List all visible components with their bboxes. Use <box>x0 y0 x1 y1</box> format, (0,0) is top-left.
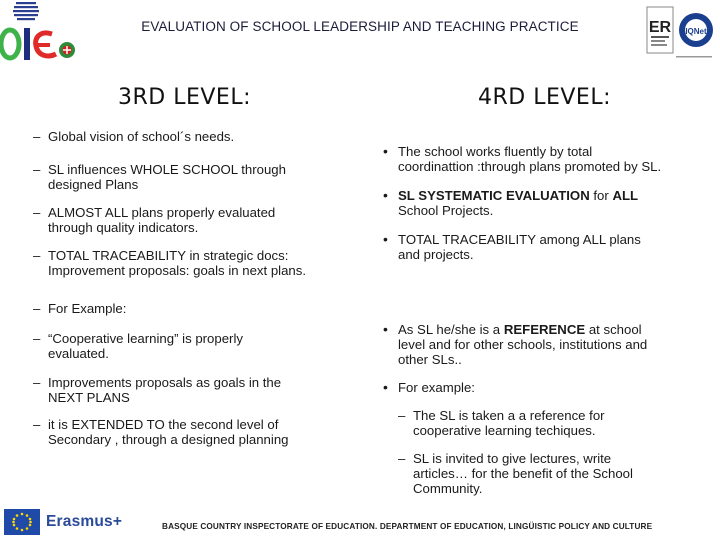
left-item-6-line-1: “Cooperative learning” is properly <box>48 331 243 346</box>
dash-marker: – <box>398 408 406 423</box>
left-item-4 <box>33 248 373 278</box>
left-item-2 <box>33 162 363 192</box>
left-item-4-line-2: Improvement proposals: goals in next plans. <box>48 263 307 278</box>
right-item-4-post: at school <box>585 322 642 337</box>
right-sub-item-2-line-3: Community. <box>413 481 483 496</box>
left-item-3-line-2: through quality indicators. <box>48 220 199 235</box>
right-item-5-line-1: For example: <box>398 380 475 395</box>
right-item-2 <box>383 188 713 218</box>
right-sub-item-1-line-1: The SL is taken a a reference for <box>413 408 605 423</box>
right-item-5 <box>383 380 713 395</box>
left-item-6 <box>33 331 363 361</box>
right-item-2-line-1 <box>383 188 713 203</box>
right-item-4 <box>383 322 713 367</box>
left-item-6-line-2: evaluated. <box>48 346 109 361</box>
right-item-1-line-1: The school works fluently by total <box>398 144 593 159</box>
erasmus-logo <box>4 508 134 536</box>
left-item-7-line-2: NEXT PLANS <box>48 390 130 405</box>
left-item-2-line-1: SL influences WHOLE SCHOOL through <box>48 162 286 177</box>
left-item-7-line-1: Improvements proposals as goals in the <box>48 375 282 390</box>
certification-logos <box>646 6 714 62</box>
left-item-2-line-2: designed Plans <box>48 177 139 192</box>
right-sub-item-2 <box>398 451 698 496</box>
left-item-4-line-1: TOTAL TRACEABILITY in strategic docs: <box>48 248 289 263</box>
left-item-8-line-2: Secondary , through a designed planning <box>48 432 289 447</box>
right-item-4-line-2: level and for other schools, institutions and <box>398 337 648 352</box>
left-item-5-line-1: For Example: <box>48 301 127 316</box>
right-sub-item-2-line-1: SL is invited to give lectures, write <box>413 451 612 466</box>
right-item-3 <box>383 232 713 262</box>
cert-iqnet-text: IQNet <box>685 27 707 36</box>
left-item-8-line-1: it is EXTENDED TO the second level of <box>48 417 279 432</box>
right-item-3-line-1: TOTAL TRACEABILITY among ALL plans <box>398 232 641 247</box>
cert-er-text: ER <box>648 19 672 36</box>
right-item-2-bold-1: SL SYSTEMATIC EVALUATION <box>398 188 590 203</box>
dash-marker: – <box>33 162 41 177</box>
left-heading: 3RD LEVEL: <box>118 85 251 110</box>
bullet-marker: • <box>383 379 388 395</box>
right-item-4-line-3: other SLs.. <box>398 352 462 367</box>
right-item-4-bold: REFERENCE <box>503 322 586 337</box>
eu-flag-icon <box>4 509 40 535</box>
left-item-3-line-1: ALMOST ALL plans properly evaluated <box>48 205 276 220</box>
right-item-2-bold-2: ALL <box>612 188 639 203</box>
right-item-1-line-2: coordinattion :through plans promoted by SL. <box>398 159 662 174</box>
bullet-marker: • <box>383 143 388 159</box>
dash-marker: – <box>33 129 41 144</box>
right-heading: 4RD LEVEL: <box>478 85 611 110</box>
right-sub-item-1 <box>398 408 698 438</box>
dash-marker: – <box>398 451 406 466</box>
left-item-7 <box>33 375 363 405</box>
right-item-2-mid: for <box>589 188 613 203</box>
dash-marker: – <box>33 417 41 432</box>
right-sub-item-2-line-2: articles… for the benefit of the School <box>413 466 633 481</box>
certification-graphic <box>646 6 714 62</box>
left-item-1 <box>33 129 363 144</box>
right-item-1 <box>383 144 713 174</box>
right-item-4-pre: As SL he/she is a <box>398 322 504 337</box>
dash-marker: – <box>33 205 41 220</box>
bullet-marker: • <box>383 187 388 203</box>
bullet-marker: • <box>383 231 388 247</box>
left-item-8 <box>33 417 363 447</box>
left-item-5 <box>33 301 363 316</box>
right-item-3-line-2: and projects. <box>398 247 474 262</box>
footer-text: BASQUE COUNTRY INSPECTORATE OF EDUCATION. DEPARTMENT OF EDUCATION, LINGÜISTIC POLICY AND CULTURE <box>162 522 653 531</box>
right-sub-item-1-line-2: cooperative learning techiques. <box>413 423 596 438</box>
dash-marker: – <box>33 248 41 263</box>
header-title: EVALUATION OF SCHOOL LEADERSHIP AND TEACHING PRACTICE <box>141 19 579 34</box>
dash-marker: – <box>33 301 41 316</box>
dash-marker: – <box>33 375 41 390</box>
left-item-1-line-1: Global vision of school´s needs. <box>48 129 235 144</box>
bullet-marker: • <box>383 321 388 337</box>
left-item-3 <box>33 205 363 235</box>
dash-marker: – <box>33 331 41 346</box>
right-item-2-line-2: School Projects. <box>398 203 494 218</box>
right-item-4-line-1 <box>383 322 713 337</box>
erasmus-label: Erasmus+ <box>46 513 123 530</box>
